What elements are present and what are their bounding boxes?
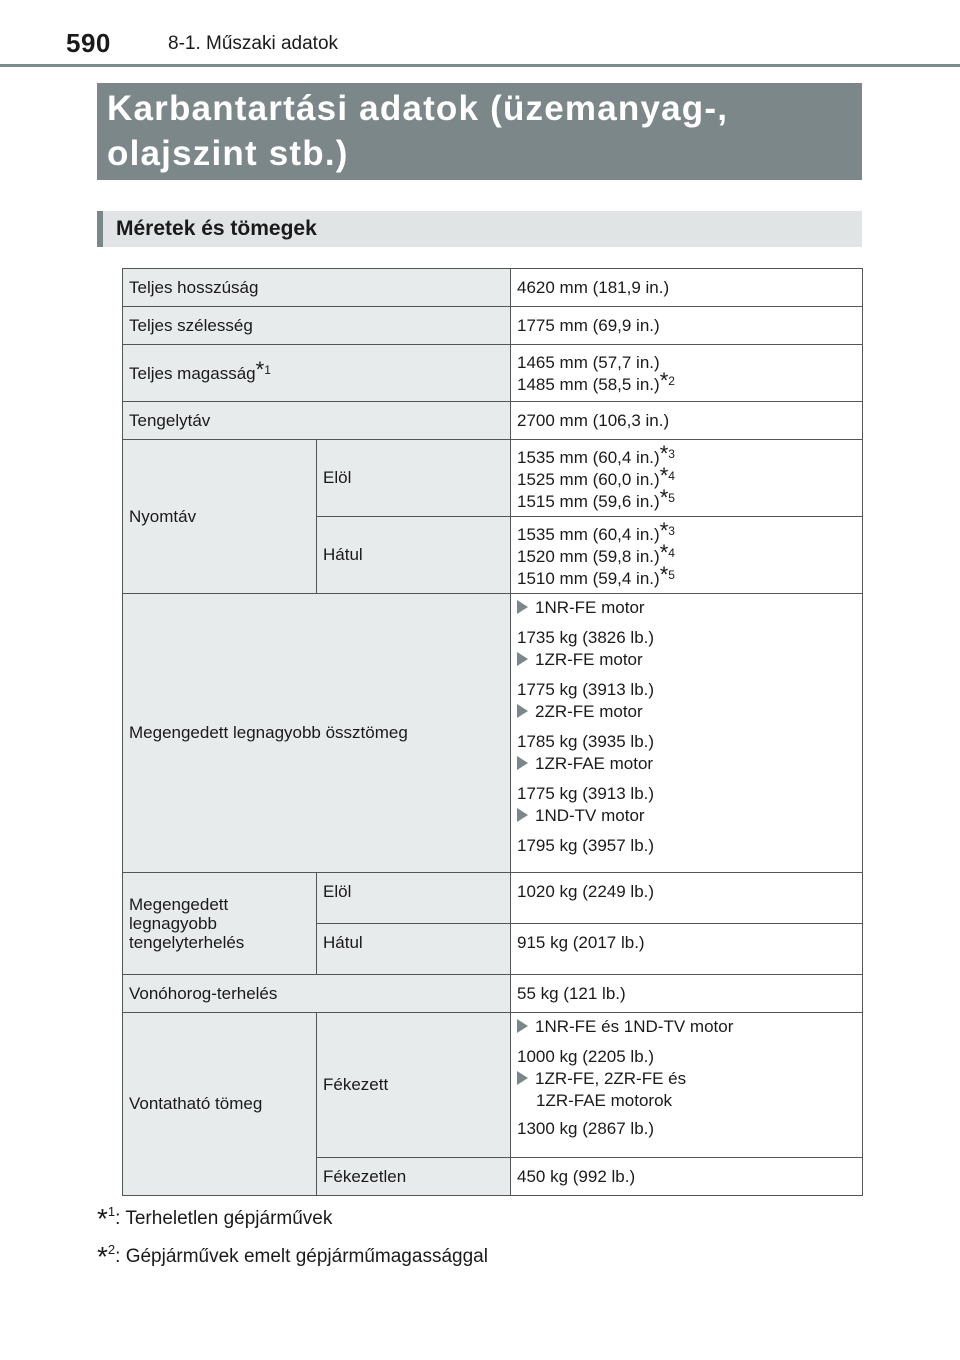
footnote-mark: 2 [107, 1242, 116, 1257]
asterisk-icon: * [255, 356, 265, 382]
row-label: Vonóhorog-terhelés [123, 975, 511, 1013]
axle-label-line: Megengedett [129, 895, 229, 914]
engine-name [517, 598, 856, 618]
row-label: Teljes hosszúság [123, 269, 511, 307]
engine-entry [517, 1069, 856, 1139]
row-value: 55 kg (121 lb.) [511, 975, 863, 1013]
engine-name [517, 650, 856, 670]
footnotes [97, 1203, 897, 1279]
tread-value-text: 1520 mm (59,8 in.) [517, 547, 660, 566]
asterisk-icon: * [659, 463, 669, 488]
tread-value [517, 441, 856, 467]
title-line-2: olajszint stb.) [107, 134, 349, 173]
footnote-text: : Gépjárművek emelt gépjárműmagassággal [115, 1246, 488, 1267]
row-label: Nyomtáv [123, 440, 317, 594]
footnote-ref: 4 [668, 546, 675, 560]
engine-label: 1NR-FE és 1ND-TV motor [535, 1017, 734, 1036]
sub-label: Elöl [317, 440, 511, 517]
engine-mass: 1300 kg (2867 lb.) [517, 1119, 655, 1138]
engine-name-cont: 1ZR-FAE motorok [536, 1091, 673, 1110]
row-label [123, 345, 511, 402]
footnote-ref: 3 [668, 447, 675, 461]
table-row [123, 345, 863, 402]
tread-value-text: 1535 mm (60,4 in.) [517, 525, 660, 544]
table-row [123, 269, 863, 307]
asterisk-icon: * [97, 1203, 108, 1234]
footnote-text: : Terheletlen gépjárművek [115, 1208, 333, 1229]
engine-entry [517, 650, 856, 700]
axle-label-line: legnagyobb [129, 914, 217, 933]
asterisk-icon: * [659, 367, 669, 393]
tread-value [517, 540, 856, 566]
engine-entry [517, 754, 856, 804]
engine-entry [517, 598, 856, 648]
engine-label: 1ZR-FAE motor [535, 754, 654, 773]
table-row [123, 1013, 863, 1158]
triangle-right-icon [517, 1071, 528, 1085]
footnote-ref: 1 [264, 362, 271, 377]
sub-label: Fékezett [317, 1013, 511, 1158]
table-row [123, 307, 863, 345]
row-label: Tengelytáv [123, 402, 511, 440]
footnote-ref: 5 [668, 568, 675, 582]
tread-value [517, 562, 856, 588]
height-value: 1465 mm (57,7 in.) [517, 352, 660, 372]
triangle-right-icon [517, 808, 528, 822]
height-value-raised [517, 367, 856, 394]
engine-entry [517, 1017, 856, 1067]
title-line-1: Karbantartási adatok (üzemanyag-, [107, 89, 729, 128]
subheading: Méretek és tömegek [116, 217, 317, 240]
tread-value-text: 1510 mm (59,4 in.) [517, 569, 660, 588]
engine-name [517, 1017, 856, 1037]
table-row [123, 873, 863, 924]
table-row [123, 975, 863, 1013]
tread-value [517, 518, 856, 544]
row-value [511, 1013, 863, 1158]
table-row [123, 402, 863, 440]
table-row [123, 594, 863, 873]
footnote-mark: 1 [107, 1204, 116, 1219]
engine-mass: 1785 kg (3935 lb.) [517, 732, 655, 751]
sub-label: Elöl [317, 873, 511, 924]
engine-entry [517, 702, 856, 752]
engine-name [517, 702, 856, 722]
triangle-right-icon [517, 704, 528, 718]
asterisk-icon: * [659, 540, 669, 565]
triangle-right-icon [517, 652, 528, 666]
row-value [511, 517, 863, 594]
row-value [511, 594, 863, 873]
engine-label: 1ND-TV motor [535, 806, 645, 825]
row-value [511, 345, 863, 402]
asterisk-icon: * [659, 441, 669, 466]
engine-mass: 1735 kg (3826 lb.) [517, 628, 655, 647]
engine-mass: 1775 kg (3913 lb.) [517, 680, 655, 699]
tread-value [517, 463, 856, 489]
title-box [97, 83, 862, 180]
sub-label: Fékezetlen [317, 1158, 511, 1196]
sub-label: Hátul [317, 517, 511, 594]
row-value [511, 440, 863, 517]
asterisk-icon: * [659, 485, 669, 510]
engine-label: 2ZR-FE motor [535, 702, 643, 721]
engine-mass: 1775 kg (3913 lb.) [517, 784, 655, 803]
row-value: 1020 kg (2249 lb.) [511, 873, 863, 924]
row-value: 450 kg (992 lb.) [511, 1158, 863, 1196]
triangle-right-icon [517, 600, 528, 614]
row-value: 2700 mm (106,3 in.) [511, 402, 863, 440]
height-value-text: 1485 mm (58,5 in.) [517, 374, 660, 394]
row-value: 4620 mm (181,9 in.) [511, 269, 863, 307]
footnote [97, 1241, 897, 1279]
engine-label: 1NR-FE motor [535, 598, 645, 617]
row-label [123, 873, 317, 975]
tread-value-text: 1525 mm (60,0 in.) [517, 470, 660, 489]
header-rule [0, 64, 960, 67]
engine-label: 1ZR-FE motor [535, 650, 643, 669]
row-value: 1775 mm (69,9 in.) [511, 307, 863, 345]
row-value: 915 kg (2017 lb.) [511, 924, 863, 975]
engine-mass: 1000 kg (2205 lb.) [517, 1047, 655, 1066]
row-label: Teljes szélesség [123, 307, 511, 345]
engine-entry [517, 806, 856, 856]
asterisk-icon: * [659, 518, 669, 543]
engine-name [517, 1069, 856, 1089]
footnote-ref: 4 [668, 469, 675, 483]
table-row [123, 440, 863, 517]
triangle-right-icon [517, 1019, 528, 1033]
engine-name [517, 754, 856, 774]
engine-label: 1ZR-FE, 2ZR-FE és [535, 1069, 687, 1088]
tread-value-text: 1535 mm (60,4 in.) [517, 448, 660, 467]
row-label: Megengedett legnagyobb össztömeg [123, 594, 511, 873]
height-label: Teljes magasság [129, 363, 256, 383]
subheading-bar [97, 211, 862, 247]
footnote-ref: 2 [668, 373, 675, 388]
row-label: Vontatható tömeg [123, 1013, 317, 1196]
axle-label-line: tengelyterhelés [129, 933, 245, 952]
page-number: 590 [66, 28, 111, 58]
triangle-right-icon [517, 756, 528, 770]
asterisk-icon: * [97, 1241, 108, 1272]
sub-label: Hátul [317, 924, 511, 975]
page-header [66, 28, 960, 58]
footnote-ref: 5 [668, 491, 675, 505]
engine-name [517, 806, 856, 826]
tread-value [517, 485, 856, 511]
specs-table [122, 268, 863, 1196]
asterisk-icon: * [659, 562, 669, 587]
footnote [97, 1203, 897, 1241]
footnote-ref: 3 [668, 524, 675, 538]
tread-value-text: 1515 mm (59,6 in.) [517, 492, 660, 511]
engine-mass: 1795 kg (3957 lb.) [517, 836, 655, 855]
section-label: 8-1. Műszaki adatok [168, 33, 339, 54]
